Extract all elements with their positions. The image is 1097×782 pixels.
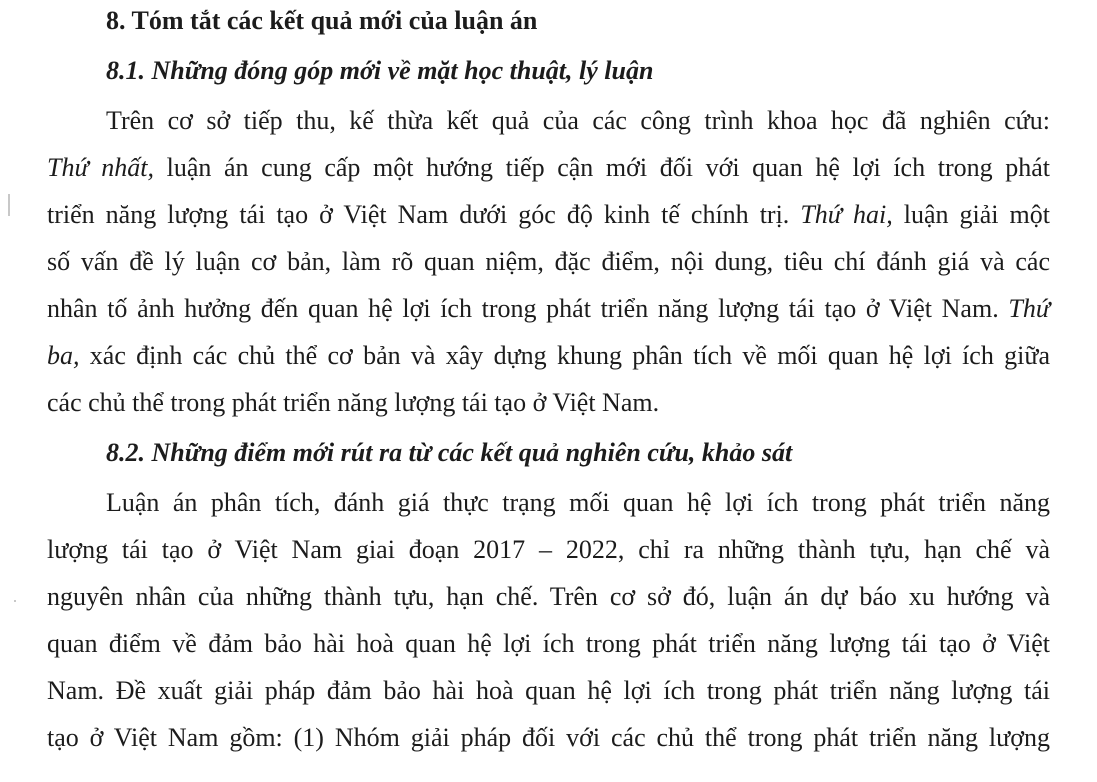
paragraph-line: tạo ở Việt Nam gồm: (1) Nhóm giải pháp đối với các chủ thể trong phát triển năng lượng [47,723,1050,752]
paragraph-line: Luận án phân tích, đánh giá thực trạng mối quan hệ lợi ích trong phát triển năng [106,488,1050,517]
section-8-1-heading: 8.1. Những đóng góp mới về mặt học thuật, lý luận [106,56,654,85]
line-text: luận giải một [892,200,1051,229]
paragraph-line [47,202,1050,228]
emphasis-text: Thứ nhất, [47,153,154,182]
paragraph-line [47,343,1050,369]
line-text: nhân tố ảnh hưởng đến quan hệ lợi ích trong phát triển năng lượng tái tạo ở Việt Nam. [47,294,1009,323]
paragraph-line: quan điểm về đảm bảo hài hoà quan hệ lợi ích trong phát triển năng lượng tái tạo ở Việt [47,629,1050,658]
scan-mark [14,600,16,602]
line-text: xác định các chủ thể cơ bản và xây dựng khung phân tích về mối quan hệ lợi ích giữa [79,341,1050,370]
paragraph-line: Nam. Đề xuất giải pháp đảm bảo hài hoà quan hệ lợi ích trong phát triển năng lượng tái [47,676,1050,705]
emphasis-text: ba, [47,341,80,370]
scan-mark [8,194,10,216]
emphasis-text: Thứ [1008,294,1050,323]
line-text: luận án cung cấp một hướng tiếp cận mới đối với quan hệ lợi ích trong phát [154,153,1050,182]
paragraph-line: các chủ thể trong phát triển năng lượng tái tạo ở Việt Nam. [47,388,660,417]
emphasis-text: Thứ hai, [800,200,893,229]
section-8-2-heading: 8.2. Những điểm mới rút ra từ các kết quả nghiên cứu, khảo sát [106,438,793,467]
paragraph-line: Trên cơ sở tiếp thu, kế thừa kết quả của các công trình khoa học đã nghiên cứu: [106,106,1050,135]
line-text: triển năng lượng tái tạo ở Việt Nam dưới góc độ kinh tế chính trị. [47,200,801,229]
paragraph-line [47,155,1050,181]
paragraph-line: số vấn đề lý luận cơ bản, làm rõ quan niệm, đặc điểm, nội dung, tiêu chí đánh giá và các [47,247,1050,276]
paragraph-line [47,296,1050,322]
section-8-heading: 8. Tóm tắt các kết quả mới của luận án [106,6,538,35]
paragraph-line: lượng tái tạo ở Việt Nam giai đoạn 2017 – 2022, chỉ ra những thành tựu, hạn chế và [47,535,1050,564]
paragraph-line: nguyên nhân của những thành tựu, hạn chế. Trên cơ sở đó, luận án dự báo xu hướng và [47,582,1050,611]
